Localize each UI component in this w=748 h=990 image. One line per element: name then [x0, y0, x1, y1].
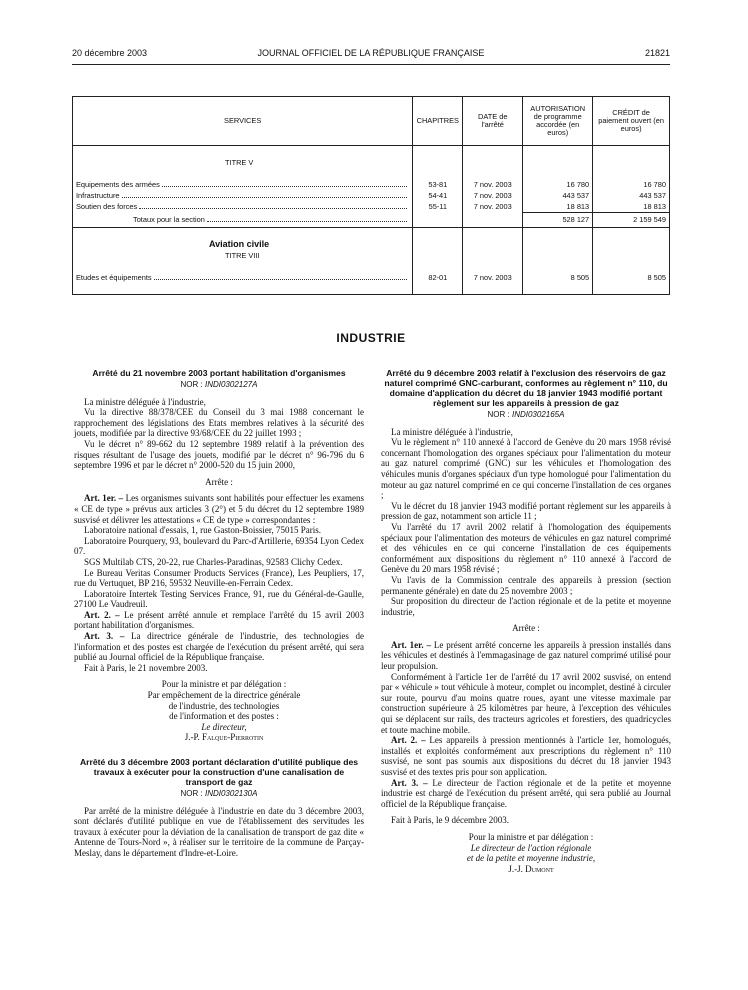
row-autorisation: 18 813 — [523, 201, 593, 213]
row-chapitre: 82-01 — [413, 272, 463, 283]
signature-line: Par empêchement de la directrice générale — [147, 690, 301, 701]
table-header-row — [73, 97, 670, 146]
signature-name: J.-J. Dumont — [508, 863, 554, 874]
row-date: 7 nov. 2003 — [463, 201, 523, 213]
table-row — [73, 239, 670, 250]
titre-v-heading: TITRE V — [73, 157, 413, 168]
decree-1-nor: NOR : INDI0302127A — [180, 380, 258, 389]
signature-role: Le directeur, — [201, 721, 247, 732]
decree-3-nor: NOR : INDI0302165A — [487, 410, 565, 419]
row-credit: 16 780 — [593, 179, 670, 190]
signature-line: Pour la ministre et par délégation : — [468, 831, 594, 842]
decree-3-para: Vu le décret du 18 janvier 1943 modifié portant règlement sur les appareils à pression de gaz, notamment son article 11 ; — [381, 500, 671, 522]
row-chapitre: 54-41 — [413, 190, 463, 201]
article-1: Art. 1er. – Les organismes suivants sont habilités pour effectuer les examens « CE de type » prévus aux articles 3 (2°) et 5 du décret du 12 septembre 1989 susvisé et délivrer les attestations « CE de type » correspondantes : — [74, 493, 364, 525]
decree-3-para: Vu le règlement n° 110 annexé à l'accord de Genève du 20 mars 1958 révisé concernant l'homologation des organes spéciaux pour l'alimentation du moteur au gaz naturel comprimé (GNC) sur les véhicules et l'homologation des véhicules munis d'organes spéciaux d'un type homologué pour l'alimentation du moteur au gaz naturel comprimé en ce qui concerne l'installation de ces organes ; — [381, 437, 671, 501]
col-services: SERVICES — [73, 97, 413, 146]
lab-item: Le Bureau Veritas Consumer Products Services (France), Les Peupliers, 17, rue du Vertuquet, BP 216, 59532 Neuville-en-Ferrain Cedex. — [74, 567, 364, 589]
fait-line: Fait à Paris, le 9 décembre 2003. — [391, 815, 509, 826]
signature-name: J.-P. Falque-Pierrotin — [184, 732, 264, 743]
total-label: Totaux pour la section — [133, 215, 205, 224]
col-autorisation: AUTORISATION de programme accordée (en euros) — [523, 97, 593, 146]
left-column — [74, 368, 364, 859]
article-2: Art. 2. – Les appareils à pression mentionnés à l'article 1er, homologués, installés et exploités conformément aux prescriptions du règlement n° 110 susvisé, ne sont pas soumis aux dispositions du décret du 18 janvier 1943 susvisé et des textes pris pour son application. — [381, 735, 671, 777]
col-credit: CRÉDIT de paiement ouvert (en euros) — [593, 97, 670, 146]
table-row — [73, 272, 670, 283]
row-credit: 8 505 — [593, 272, 670, 283]
row-autorisation: 443 537 — [523, 190, 593, 201]
decree-1-para: Vu la directive 88/378/CEE du Conseil du 3 mai 1988 concernant le rapprochement des législations des Etats membres relatives à la sécurité des jouets, modifiée par la directive 93/68/CEE du 22 juillet 1993 ; — [74, 407, 364, 439]
signature-line: de l'industrie, des technologies — [168, 700, 280, 711]
decree-3-para: Sur proposition du directeur de l'action régionale et de la petite et moyenne industrie, — [381, 596, 671, 617]
row-date: 7 nov. 2003 — [463, 179, 523, 190]
row-chapitre: 53-81 — [413, 179, 463, 190]
right-column — [381, 368, 671, 874]
row-date: 7 nov. 2003 — [463, 190, 523, 201]
total-autorisation: 528 127 — [523, 213, 593, 228]
article-3: Art. 3. – La directrice générale de l'industrie, des technologies de l'information et des postes est chargée de l'exécution du présent arrêté, qui sera publié au Journal officiel de la République française. — [74, 631, 364, 663]
arrete-label: Arrête : — [512, 623, 540, 634]
row-service: Etudes et équipements — [76, 272, 152, 282]
decree-2-title: Arrêté du 3 décembre 2003 portant déclaration d'utilité publique des travaux à exécuter pour la construction d'une canalisation de transport de gaz — [79, 757, 359, 787]
table-row — [73, 179, 670, 190]
decree-3-para: Vu l'avis de la Commission centrale des appareils à pression (section permanente générale) en date du 25 novembre 2003 ; — [381, 574, 671, 596]
arrete-label: Arrête : — [205, 476, 233, 487]
decree-2-text: Par arrêté de la ministre déléguée à l'industrie en date du 3 décembre 2003, sont déclarés d'utilité publique en vue de l'établissement des servitudes les travaux à exécuter pour la déviation de la canalisation de transport de gaz dite « Antenne de Tours-Nord », à réaliser sur le territoire de la commune de Parçay-Meslay, dans le département d'Indre-et-Loire. — [74, 805, 364, 858]
titre-viii-heading: TITRE VIII — [73, 250, 413, 261]
lab-item: Laboratoire national d'essais, 1, rue Gaston-Boissier, 75015 Paris. — [84, 525, 321, 536]
row-service: Soutien des forces — [76, 202, 138, 212]
header-date: 20 décembre 2003 — [72, 48, 148, 58]
article-2: Art. 2. – Le présent arrêté annule et remplace l'arrêté du 15 avril 2003 portant habilitation d'organismes. — [74, 609, 365, 631]
decree-3-para: Vu l'arrêté du 17 avril 2002 relatif à l'homologation des équipements spéciaux pour l'alimentation des moteurs de véhicules en gaz naturel comprimé et des véhicules en ce qui concerne l'installation de ces équipements conformément aux dispositions du règlement n° 110 annexé à l'accord de Genève du 20 mars 1958 révisé ; — [381, 521, 671, 575]
decree-3-para: La ministre déléguée à l'industrie, — [391, 426, 513, 437]
section-title: INDUSTRIE — [336, 331, 406, 345]
row-autorisation: 16 780 — [523, 179, 593, 190]
decree-2-nor: NOR : INDI0302130A — [180, 789, 258, 798]
page-header — [72, 48, 670, 62]
aviation-civile-heading: Aviation civile — [73, 239, 413, 250]
col-date: DATE de l'arrêté — [463, 97, 523, 146]
signature-line: et de la petite et moyenne industrie, — [466, 853, 596, 864]
decree-3-title: Arrêté du 9 décembre 2003 relatif à l'exclusion des réservoirs de gaz naturel comprimé GNC-carburant, conformes au règlement n° 110, du domaine d'application du décret du 18 janvier 1943 modifié portant règlement sur les appareils à pression de gaz — [384, 368, 668, 408]
lab-item: Laboratoire Pourquery, 93, boulevard du Parc-d'Artillerie, 69354 Lyon Cedex 07. — [74, 535, 364, 557]
signature-line: Pour la ministre et par délégation : — [161, 679, 287, 690]
article-1: Art. 1er. – Le présent arrêté concerne les appareils à pression installés dans les véhicules et destinés à l'emmagasinage de gaz naturel comprimé utilisé pour leur propulsion. — [381, 639, 672, 672]
row-credit: 18 813 — [593, 201, 670, 213]
row-date: 7 nov. 2003 — [463, 272, 523, 283]
signature-line: Le directeur de l'action régionale — [470, 842, 592, 853]
table-total-row — [73, 213, 670, 228]
row-autorisation: 8 505 — [523, 272, 593, 283]
header-rule — [72, 64, 670, 65]
row-service: Infrastructure — [76, 191, 120, 200]
table-row — [73, 250, 670, 261]
decree-1-para: La ministre déléguée à l'industrie, — [84, 396, 206, 407]
row-chapitre: 55-11 — [413, 201, 463, 213]
fait-line: Fait à Paris, le 21 novembre 2003. — [84, 662, 208, 673]
credits-table — [72, 96, 670, 295]
header-page-number: 21821 — [644, 48, 670, 58]
lab-item: SGS Multilab CTS, 20-22, rue Charles-Paradinas, 92583 Clichy Cedex. — [84, 556, 343, 567]
row-service: Equipements des armées — [76, 180, 160, 189]
table-row — [73, 157, 670, 168]
article-3: Art. 3. – Le directeur de l'action régionale et de la petite et moyenne industrie est chargé de l'exécution du présent arrêté, qui sera publié au Journal officiel de la République française. — [381, 777, 671, 809]
table-row — [73, 190, 670, 201]
decree-1-para: Vu le décret n° 89-662 du 12 septembre 1989 relatif à la prévention des risques résultant de l'usage des jouets, modifié par le décret n° 96-796 du 6 septembre 1996 et par le décret n° 2000-520 du 15 juin 2000, — [74, 438, 364, 471]
total-credit: 2 159 549 — [593, 213, 670, 228]
signature-line: de l'information et des postes : — [169, 711, 279, 722]
article-1-continued: Conformément à l'article 1er de l'arrêté du 17 avril 2002 susvisé, on entend par « véhicule » tout véhicule à moteur, complet ou incomplet, destiné à circuler sur route, pourvu d'au moins quatre roues, ayant une vitesse maximale par construction supérieure à 25 kilomètres par heure, à l'exception des véhicules qui se déplacent sur rails, des tracteurs agricoles et forestiers, des quadricycles et toute machine mobile. — [381, 671, 671, 735]
table-row — [73, 201, 670, 213]
row-credit: 443 537 — [593, 190, 670, 201]
lab-item: Laboratoire Intertek Testing Services France, 91, rue du Général-de-Gaulle, 27100 Le Vaudreuil. — [74, 588, 364, 610]
header-journal: JOURNAL OFFICIEL DE LA RÉPUBLIQUE FRANÇAISE — [257, 48, 485, 58]
decree-1-title: Arrêté du 21 novembre 2003 portant habilitation d'organismes — [92, 368, 346, 378]
col-chapitres: CHAPITRES — [413, 97, 463, 146]
